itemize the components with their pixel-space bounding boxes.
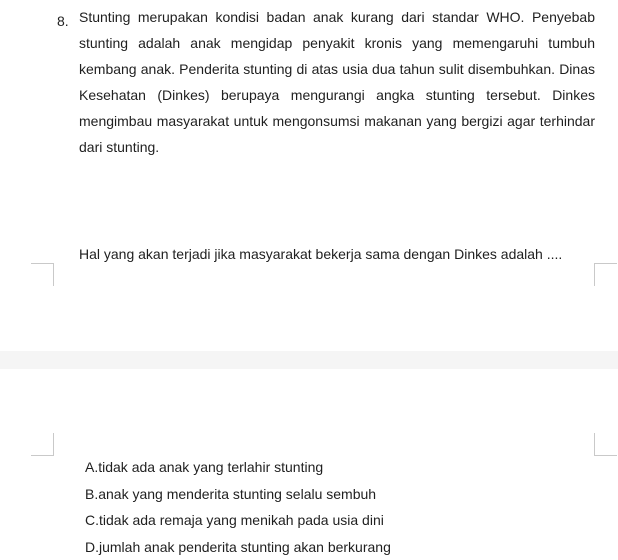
option-a-letter: A. xyxy=(85,459,98,475)
option-d-letter: D. xyxy=(85,539,99,555)
question-paragraph: Stunting merupakan kondisi badan anak kurang dari standar WHO. Penyebab stunting adalah anak mengidap penyakit kronis yang memengaruhi tumbuh kembang anak. Penderita stunting di atas usia dua tahun sulit disembuhkan. Dinas Kesehatan (Dinkes) berupaya mengurangi angka stunting tersebut. Dinkes mengimbau masyarakat untuk mengonsumsi makanan yang bergizi agar terhindar dari stunting. xyxy=(79,4,595,160)
crop-mark-bottom-left xyxy=(31,433,54,456)
option-d-text: jumlah anak penderita stunting akan berkurang xyxy=(99,539,391,555)
option-c-letter: C. xyxy=(85,512,99,528)
question-number: 8. xyxy=(57,8,69,34)
option-b[interactable] xyxy=(85,481,391,508)
page-break xyxy=(0,351,618,369)
option-b-text: anak yang menderita stunting selalu sembuh xyxy=(98,486,376,502)
option-a-text: tidak ada anak yang terlahir stunting xyxy=(98,459,323,475)
question-prompt: Hal yang akan terjadi jika masyarakat bekerja sama dengan Dinkes adalah .... xyxy=(79,244,599,264)
crop-mark-bottom-right xyxy=(594,433,617,456)
answer-options xyxy=(85,454,391,560)
option-b-letter: B. xyxy=(85,486,98,502)
option-a[interactable] xyxy=(85,454,391,481)
option-d[interactable] xyxy=(85,534,391,560)
option-c-text: tidak ada remaja yang menikah pada usia dini xyxy=(99,512,384,528)
crop-mark-top-left xyxy=(31,263,54,286)
option-c[interactable] xyxy=(85,507,391,534)
crop-mark-top-right xyxy=(594,263,617,286)
